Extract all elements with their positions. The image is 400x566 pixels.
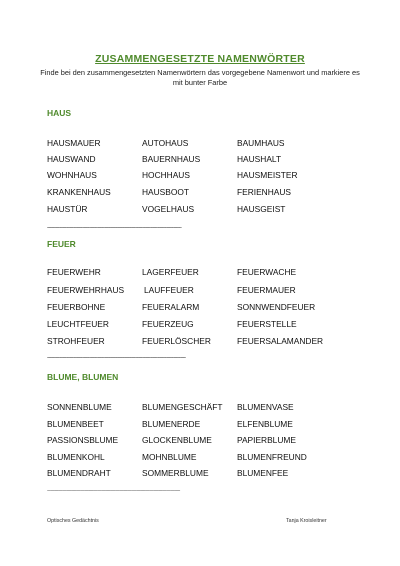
divider-line: --------------------------------------------------------------------------------------------------------------------------------- (47, 488, 180, 493)
word: HAUSWAND (47, 154, 96, 164)
word: FEUERSTELLE (237, 319, 297, 329)
word: BLUMENFREUND (237, 452, 307, 462)
word: SONNENBLUME (47, 402, 112, 412)
footer-right: Tanja Kroisleitner (286, 518, 327, 524)
footer-left: Optisches Gedächtnis (47, 518, 99, 524)
divider-line: --------------------------------------------------------------------------------------------------- (47, 355, 186, 361)
word: STROHFEUER (47, 336, 105, 346)
word: SONNWENDFEUER (237, 302, 316, 312)
word: VOGELHAUS (142, 204, 195, 214)
word: HAUSHALT (237, 154, 282, 164)
word: BLUMENFEE (237, 468, 289, 478)
instructions: Finde bei den zusammengesetzten Namenwörtern das vorgegebene Namenwort und markiere es mit bunter Farbe (40, 68, 360, 87)
word: FEUERZEUG (142, 319, 194, 329)
word: BLUMENKOHL (47, 452, 105, 462)
word: FERIENHAUS (237, 187, 291, 197)
word: GLOCKENBLUME (142, 435, 212, 445)
word: HOCHHAUS (142, 170, 190, 180)
word: LEUCHTFEUER (47, 319, 109, 329)
word: FEUERALARM (142, 302, 200, 312)
page-title: ZUSAMMENGESETZTE NAMENWÖRTER (95, 53, 305, 65)
section-heading-feuer: FEUER (47, 239, 76, 249)
word: SOMMERBLUME (142, 468, 209, 478)
word: HAUSTÜR (47, 204, 88, 214)
word: FEUERLÖSCHER (142, 336, 211, 346)
word: HAUSMAUER (47, 138, 101, 148)
word: KRANKENHAUS (47, 187, 111, 197)
word: FEUERWACHE (237, 267, 297, 277)
word: PASSIONSBLUME (47, 435, 119, 445)
word: LAUFFEUER (144, 285, 194, 295)
word: AUTOHAUS (142, 138, 189, 148)
word: BAUERNHAUS (142, 154, 201, 164)
word: FEUERWEHR (47, 267, 101, 277)
divider-line: ------------------------------------------------------------------------------------------------ (47, 225, 182, 231)
word: BLUMENBEET (47, 419, 104, 429)
word: FEUERWEHRHAUS (47, 285, 125, 295)
word: HAUSBOOT (142, 187, 189, 197)
word: FEUERBOHNE (47, 302, 106, 312)
word: FEUERSALAMANDER (237, 336, 324, 346)
word: BLUMENVASE (237, 402, 294, 412)
word: FEUERMAUER (237, 285, 296, 295)
word: HAUSGEIST (237, 204, 286, 214)
word: WOHNHAUS (47, 170, 97, 180)
section-heading-blume: BLUME, BLUMEN (47, 372, 119, 382)
word: PAPIERBLUME (237, 435, 296, 445)
word: ELFENBLUME (237, 419, 293, 429)
word: LAGERFEUER (142, 267, 199, 277)
word: BLUMENDRAHT (47, 468, 111, 478)
word: MOHNBLUME (142, 452, 197, 462)
word: BAUMHAUS (237, 138, 285, 148)
word: BLUMENERDE (142, 419, 201, 429)
word: BLUMENGESCHÄFT (142, 402, 223, 412)
section-heading-haus: HAUS (47, 108, 72, 118)
word: HAUSMEISTER (237, 170, 298, 180)
